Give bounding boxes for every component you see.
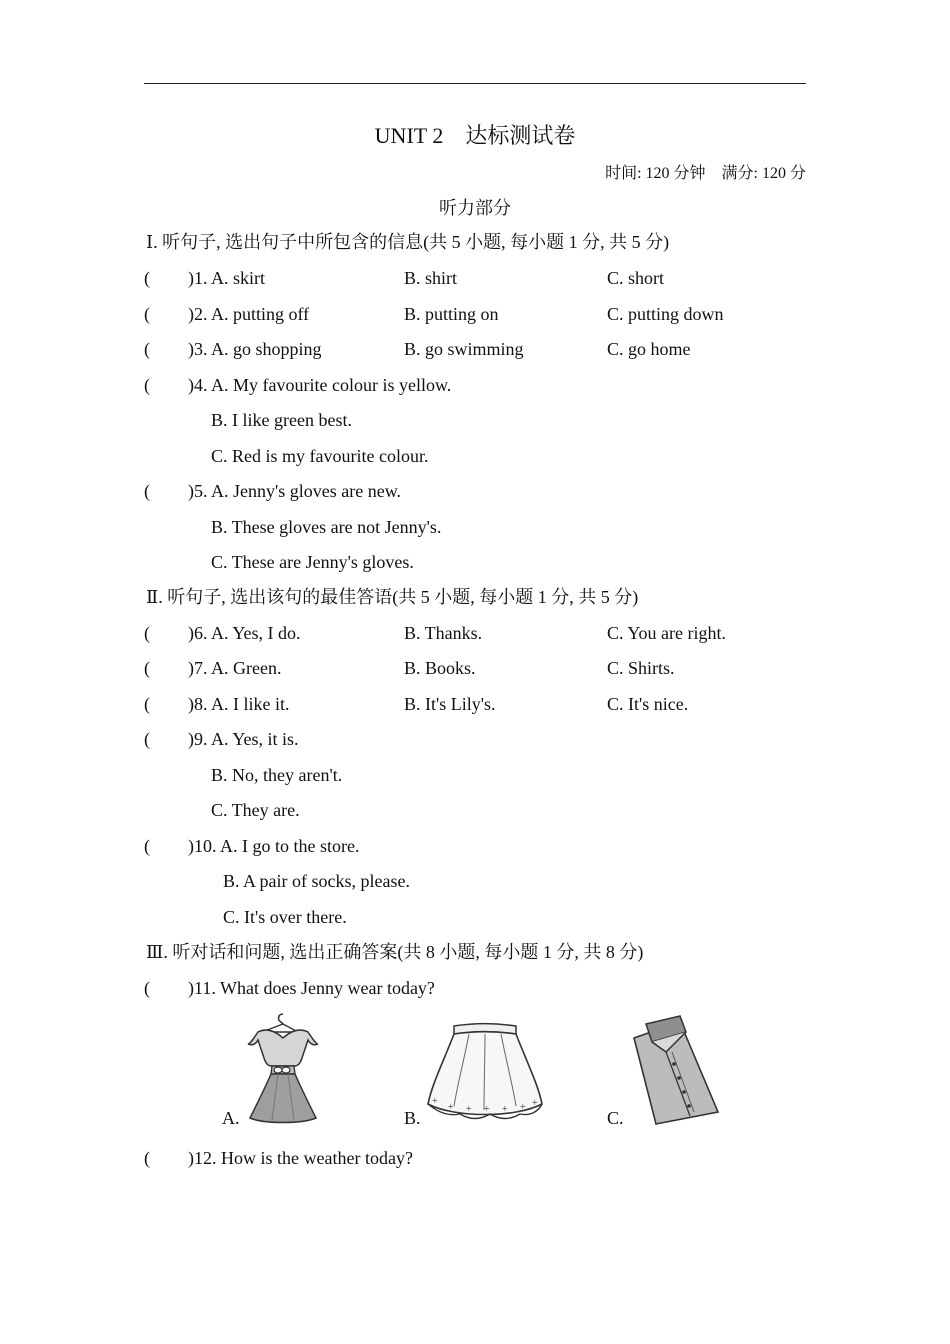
q5-option-b: B. These gloves are not Jenny's. <box>211 517 442 537</box>
answer-paren: ( <box>144 694 150 714</box>
exam-meta: 时间: 120 分钟 满分: 120 分 <box>605 165 806 182</box>
q9-stem: )9. A. Yes, it is. <box>188 729 299 749</box>
q12-stem: )12. How is the weather today? <box>188 1148 413 1168</box>
q7-option-b: B. Books. <box>404 658 476 678</box>
answer-paren: ( <box>144 978 150 998</box>
q2-option-c: C. putting down <box>607 304 724 324</box>
q10-stem: )10. A. I go to the store. <box>188 836 360 856</box>
answer-paren: ( <box>144 481 150 501</box>
answer-paren: ( <box>144 304 150 324</box>
skirt-icon <box>424 1020 546 1124</box>
svg-text:+: + <box>484 1104 490 1115</box>
q1-option-b: B. shirt <box>404 268 458 288</box>
svg-text:+: + <box>520 1102 526 1113</box>
q3-stem: )3. A. go shopping <box>188 339 322 359</box>
q6-option-b: B. Thanks. <box>404 623 483 643</box>
q3-option-c: C. go home <box>607 339 691 359</box>
q6-option-c: C. You are right. <box>607 623 727 643</box>
svg-text:+: + <box>502 1104 508 1115</box>
svg-text:+: + <box>448 1102 454 1113</box>
part-heading: 听力部分 <box>439 198 511 218</box>
q1-stem: )1. A. skirt <box>188 268 266 288</box>
q10-option-c: C. It's over there. <box>223 907 347 927</box>
q9-option-b: B. No, they aren't. <box>211 765 343 785</box>
answer-paren: ( <box>144 268 150 288</box>
q8-stem: )8. A. I like it. <box>188 694 290 714</box>
answer-paren: ( <box>144 339 150 359</box>
q3-option-b: B. go swimming <box>404 339 524 359</box>
q11-stem: )11. What does Jenny wear today? <box>188 978 435 998</box>
section-1-heading: Ⅰ. 听句子, 选出句子中所包含的信息(共 5 小题, 每小题 1 分, 共 5 分) <box>146 232 670 252</box>
page-title: UNIT 2 达标测试卷 <box>374 123 576 148</box>
q5-option-c: C. These are Jenny's gloves. <box>211 552 414 572</box>
svg-text:+: + <box>432 1096 438 1107</box>
q4-stem: )4. A. My favourite colour is yellow. <box>188 375 452 395</box>
q6-stem: )6. A. Yes, I do. <box>188 623 301 643</box>
answer-paren: ( <box>144 658 150 678</box>
q10-option-b: B. A pair of socks, please. <box>223 871 410 891</box>
section-2-heading: Ⅱ. 听句子, 选出该句的最佳答语(共 5 小题, 每小题 1 分, 共 5 分) <box>146 587 639 607</box>
answer-paren: ( <box>144 375 150 395</box>
answer-paren: ( <box>144 623 150 643</box>
q4-option-b: B. I like green best. <box>211 410 352 430</box>
svg-text:+: + <box>532 1098 538 1109</box>
q8-option-b: B. It's Lily's. <box>404 694 496 714</box>
section-3-heading: Ⅲ. 听对话和问题, 选出正确答案(共 8 小题, 每小题 1 分, 共 8 分) <box>146 942 644 962</box>
q9-option-c: C. They are. <box>211 800 300 820</box>
q11-option-b-label: B. <box>404 1108 421 1128</box>
q8-option-c: C. It's nice. <box>607 694 689 714</box>
q5-stem: )5. A. Jenny's gloves are new. <box>188 481 402 501</box>
q7-stem: )7. A. Green. <box>188 658 282 678</box>
q11-option-c-label: C. <box>607 1108 624 1128</box>
shirt-icon <box>628 1012 724 1126</box>
svg-text:+: + <box>466 1104 472 1115</box>
q1-option-c: C. short <box>607 268 665 288</box>
q2-stem: )2. A. putting off <box>188 304 310 324</box>
q2-option-b: B. putting on <box>404 304 499 324</box>
q4-option-c: C. Red is my favourite colour. <box>211 446 429 466</box>
dress-icon <box>244 1010 322 1126</box>
q11-option-a-label: A. <box>222 1108 240 1128</box>
q7-option-c: C. Shirts. <box>607 658 675 678</box>
top-rule <box>144 83 806 84</box>
answer-paren: ( <box>144 729 150 749</box>
answer-paren: ( <box>144 1148 150 1168</box>
answer-paren: ( <box>144 836 150 856</box>
